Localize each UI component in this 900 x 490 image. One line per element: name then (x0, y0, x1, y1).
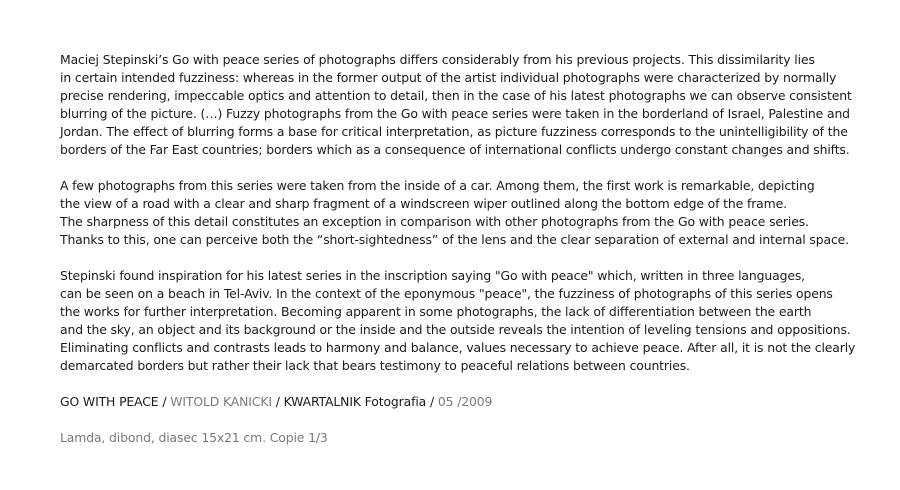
paragraph-2 (60, 177, 860, 249)
credit-title: GO WITH PEACE (60, 394, 159, 409)
credit-line (60, 393, 860, 411)
paragraph-1 (60, 51, 860, 159)
paragraph-3 (60, 267, 860, 375)
text-line: the view of a road with a clear and sharp fragment of a windscreen wiper outlined along the bottom edge of the frame. (60, 196, 787, 211)
text-line: can be seen on a beach in Tel-Aviv. In the context of the eponymous "peace", the fuzziness of photographs of this series opens (60, 286, 833, 301)
credit-separator: / (271, 394, 284, 409)
text-line: borders of the Far East countries; borders which as a consequence of international conflicts undergo constant changes and shifts. (60, 142, 850, 157)
text-line: the works for further interpretation. Becoming apparent in some photographs, the lack of differentiation between the earth (60, 304, 812, 319)
credit-separator: / (426, 394, 438, 409)
text-line: Eliminating conflicts and contrasts leads to harmony and balance, values necessary to achieve peace. After all, it is not the clearly (60, 340, 856, 355)
text-line: Jordan. The effect of blurring forms a base for critical interpretation, as picture fuzziness corresponds to the unintelligibility of the (60, 124, 848, 139)
text-line: and the sky, an object and its background or the inside and the outside reveals the intention of leveling tensions and oppositions. (60, 322, 851, 337)
text-line: Maciej Stepinski’s Go with peace series of photographs differs considerably from his previous projects. This dissimilarity lies (60, 52, 815, 67)
artwork-specs: Lamda, dibond, diasec 15x21 cm. Copie 1/3 (60, 430, 328, 445)
text-line: blurring of the picture. (…) Fuzzy photographs from the Go with peace series were taken in the borderland of Israel, Palestine and (60, 106, 850, 121)
text-line: Stepinski found inspiration for his latest series in the inscription saying "Go with peace" which, written in three languages, (60, 268, 805, 283)
text-line: in certain intended fuzziness: whereas in the former output of the artist individual photographs were characterized by normally (60, 70, 837, 85)
credit-issue: 05 /2009 (437, 394, 493, 409)
article-body (60, 51, 860, 447)
text-line: precise rendering, impeccable optics and attention to detail, then in the case of his latest photographs we can observe consistent (60, 88, 852, 103)
text-line: A few photographs from this series were taken from the inside of a car. Among them, the first work is remarkable, depicting (60, 178, 815, 193)
text-line: The sharpness of this detail constitutes an exception in comparison with other photographs from the Go with peace series. (60, 214, 809, 229)
text-line: demarcated borders but rather their lack that bears testimony to peaceful relations between countries. (60, 358, 690, 373)
credit-author: WITOLD KANICKI (170, 394, 272, 409)
credit-separator: / (158, 394, 171, 409)
credit-publication: KWARTALNIK Fotografia (283, 394, 427, 409)
text-line: Thanks to this, one can perceive both the “short-sightedness” of the lens and the clear separation of external and internal space. (60, 232, 849, 247)
